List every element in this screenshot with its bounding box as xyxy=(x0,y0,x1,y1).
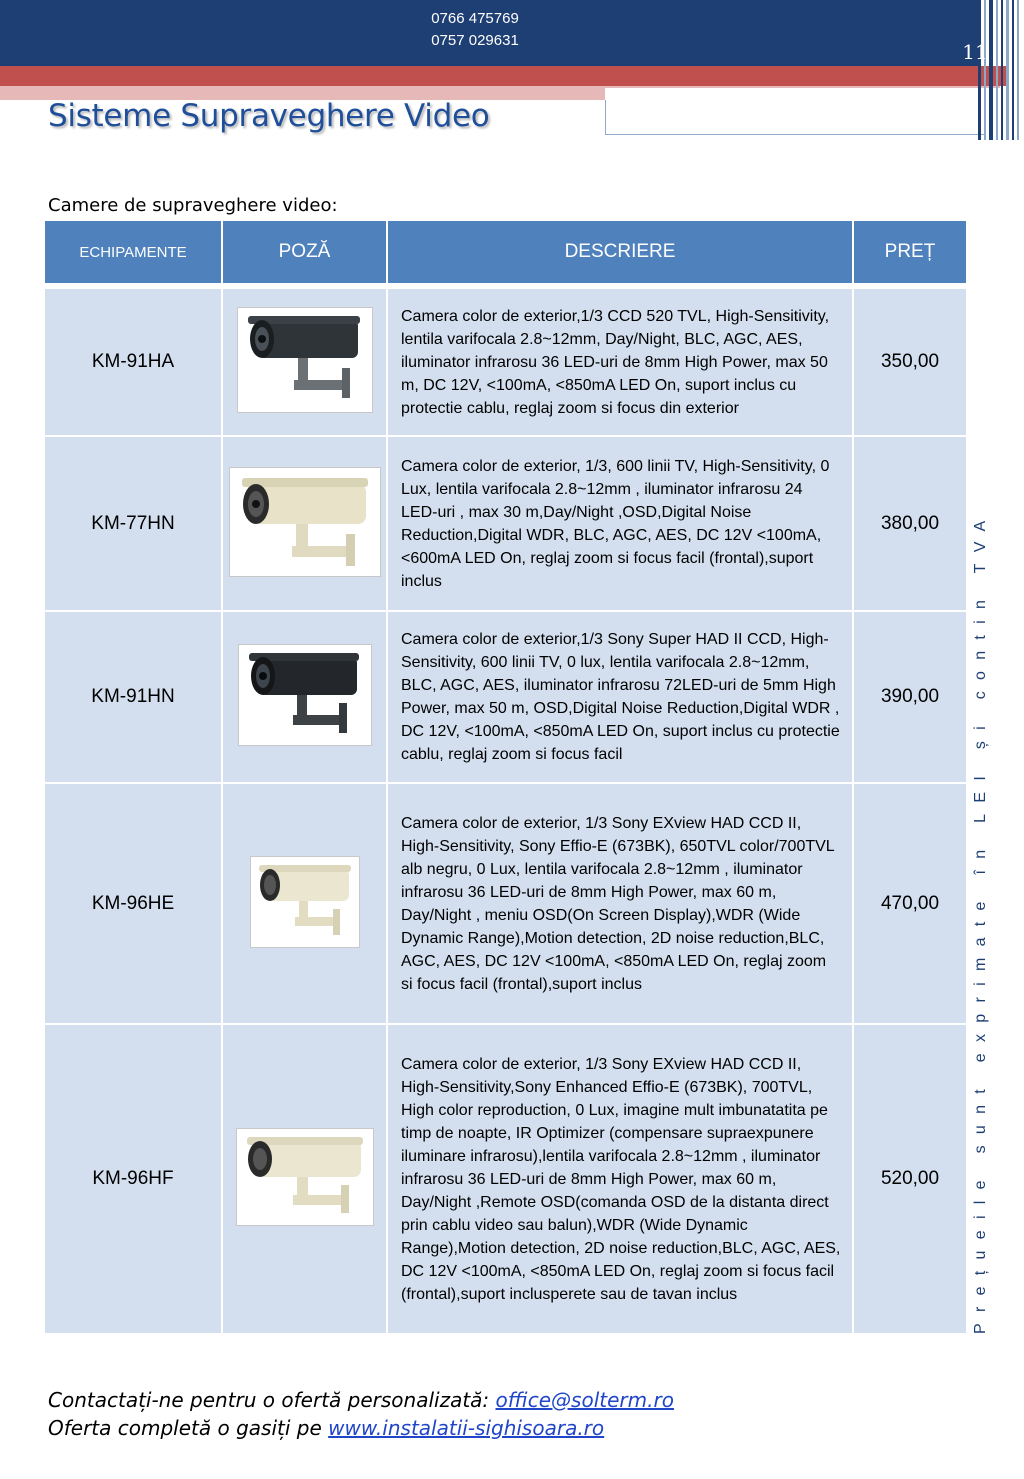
column-header-photo: POZĂ xyxy=(222,221,387,283)
product-price: 470,00 xyxy=(853,783,967,1024)
table-header-row xyxy=(45,221,967,283)
table-row xyxy=(45,611,967,783)
phone-number-2: 0757 029631 xyxy=(431,32,519,49)
product-photo-cell xyxy=(222,288,387,436)
product-price: 350,00 xyxy=(853,288,967,436)
email-link[interactable]: office@solterm.ro xyxy=(495,1388,674,1412)
footer-offer-line xyxy=(48,1416,604,1440)
header-pink-line xyxy=(605,86,1000,88)
page-title: Sisteme Supraveghere Video xyxy=(48,98,490,134)
footer-offer-text: Oferta completă o gasiți pe xyxy=(48,1416,329,1440)
product-photo-cell xyxy=(222,783,387,1024)
product-model: KM-91HA xyxy=(45,288,222,436)
beige-bullet-camera-icon xyxy=(236,1128,374,1226)
product-price: 520,00 xyxy=(853,1024,967,1334)
header-vertical-bars xyxy=(978,0,1024,140)
section-subtitle: Camere de supraveghere video: xyxy=(48,195,338,216)
footer-contact-text: Contactați-ne pentru o ofertă personalizată: xyxy=(48,1388,496,1412)
product-table xyxy=(45,221,968,1335)
contact-phones xyxy=(380,8,570,52)
product-model: KM-77HN xyxy=(45,436,222,611)
column-header-description: DESCRIERE xyxy=(387,221,853,283)
product-price: 380,00 xyxy=(853,436,967,611)
dark-bullet-camera-icon xyxy=(237,307,373,413)
product-photo-cell xyxy=(222,436,387,611)
dark-bullet-camera-icon xyxy=(238,644,372,746)
vat-note: Prețueile sunt exprimate în LEI și contin TVA xyxy=(972,509,989,1334)
website-link[interactable]: www.instalatii-sighisoara.ro xyxy=(328,1416,605,1440)
header-accent-stripe xyxy=(0,66,1008,86)
footer-contact-line xyxy=(48,1388,674,1412)
table-row xyxy=(45,783,967,1024)
column-header-equipment: ECHIPAMENTE xyxy=(45,221,222,283)
product-model: KM-96HE xyxy=(45,783,222,1024)
product-description: Camera color de exterior, 1/3, 600 linii TV, High-Sensitivity, 0 Lux, lentila varifocala 2.8~12mm , iluminator infrarosu 24 LED-uri , max 30 m,Day/Night ,OSD,Digital Noise Reduction,Digital WDR, BLC, AGC, AES, DC 12V <100mA, <600mA LED On, reglaj zoom si focus facil (frontal),suport inclus xyxy=(387,436,853,611)
product-description: Camera color de exterior, 1/3 Sony EXview HAD CCD II, High-Sensitivity, Sony Effio-E (673BK), 650TVL color/700TVL alb negru, 0 Lux, lentila varifocala 2.8~12mm , iluminator infrarosu 36 LED-uri de 8mm High Power, max 60 m, Day/Night , meniu OSD(On Screen Display),WDR (Wide Dynamic Range),Motion detection, 2D noise reduction,BLC, AGC, AES, DC 12V <100mA, <850mA LED On, reglaj zoom si focus facil (frontal),suport inclus xyxy=(387,783,853,1024)
table-row xyxy=(45,436,967,611)
product-photo-cell xyxy=(222,1024,387,1334)
product-photo-cell xyxy=(222,611,387,783)
header-divider-vertical xyxy=(605,100,606,134)
product-description: Camera color de exterior, 1/3 Sony EXview HAD CCD II, High-Sensitivity,Sony Enhanced Effio-E (673BK), 700TVL, High color reproduction, 0 Lux, imagine mult imbunatatita pe timp de noapte, IR Optimizer (compensare supraexpunere iluminare infrarosu),lentila varifocala 2.8~12mm , iluminator infrarosu 36 LED-uri de 8mm High Power, max 60 m, Day/Night ,Remote OSD(comanda OSD de la distanta direct prin cablu video sau balun),WDR (Wide Dynamic Range),Motion detection, 2D noise reduction,BLC, AGC, AES, DC 12V <100mA, <850mA LED On, reglaj zoom si focus facil (frontal),suport inclusperete sau de tavan inclus xyxy=(387,1024,853,1334)
product-model: KM-96HF xyxy=(45,1024,222,1334)
column-header-price: PREȚ xyxy=(853,221,967,283)
table-row xyxy=(45,1024,967,1334)
product-description: Camera color de exterior,1/3 CCD 520 TVL, High-Sensitivity, lentila varifocala 2.8~12mm, Day/Night, BLC, AGC, AES, iluminator infrarosu 36 LED-uri de 8mm High Power, max 50 m, DC 12V, <100mA, <850mA LED On, suport inclus cu protectie cablu, reglaj zoom si focus din exterior xyxy=(387,288,853,436)
header-divider-horizontal xyxy=(605,134,985,135)
page-number: 11 xyxy=(962,40,988,64)
phone-number-1: 0766 475769 xyxy=(431,10,519,27)
product-price: 390,00 xyxy=(853,611,967,783)
beige-bullet-camera-icon xyxy=(229,467,381,577)
beige-bullet-camera-icon xyxy=(250,856,360,948)
product-model: KM-91HN xyxy=(45,611,222,783)
table-row xyxy=(45,288,967,436)
product-description: Camera color de exterior,1/3 Sony Super HAD II CCD, High-Sensitivity, 600 linii TV, 0 lux, lentila varifocala 2.8~12mm, BLC, AGC, AES, iluminator infrarosu 72LED-uri de 5mm High Power, max 50 m, OSD,Digital Noise Reduction,Digital WDR , DC 12V, <100mA, <850mA LED On, suport inclus cu protectie cablu, reglaj zoom si focus facil xyxy=(387,611,853,783)
